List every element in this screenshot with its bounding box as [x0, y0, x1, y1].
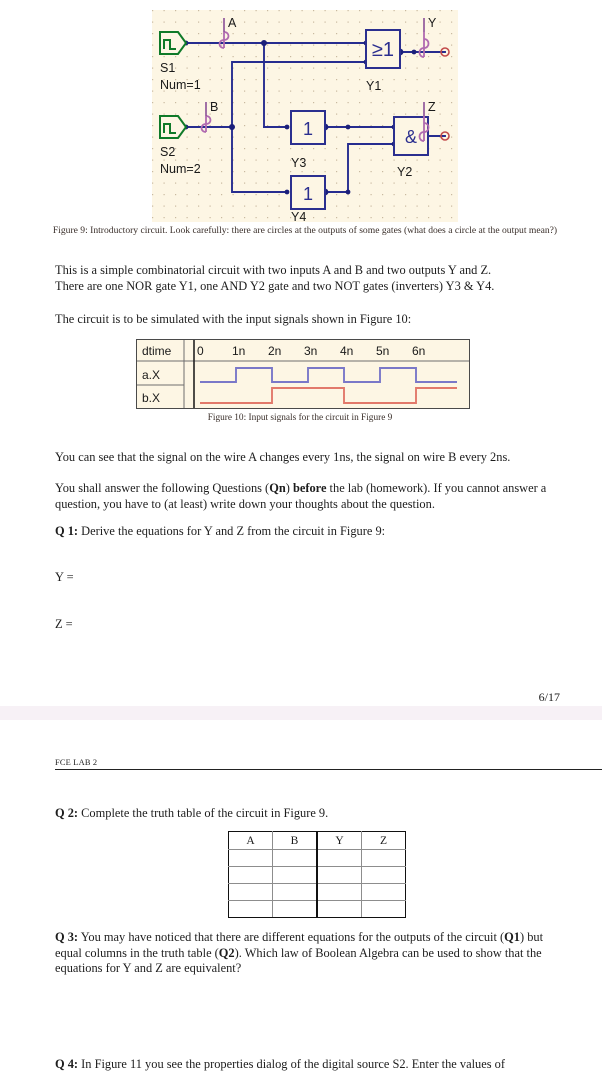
question-4: [55, 1057, 575, 1073]
gate-y4-inverter: [291, 176, 325, 209]
truth-table-header-a: A: [229, 832, 273, 850]
truth-cell-b[interactable]: [273, 850, 318, 867]
truth-cell-z[interactable]: [362, 884, 406, 901]
gate-y2-and: [394, 117, 428, 155]
label-s2-num: Num=2: [160, 162, 201, 176]
q3-ref-q1: Q1: [504, 930, 520, 944]
label-y2: Y2: [397, 165, 413, 179]
answer-line-y: Y =: [55, 570, 74, 584]
figure-9-caption: Figure 9: Introductory circuit. Look carefully: there are circles at the outputs of some gates (what does a circle at the output mean?): [52, 225, 558, 236]
page-number: 6/17: [538, 690, 560, 704]
truth-cell-z[interactable]: [362, 850, 406, 867]
page-break-separator: [0, 706, 602, 720]
truth-cell-y[interactable]: [317, 901, 362, 918]
truth-cell-b[interactable]: [273, 884, 318, 901]
p4-part-c: the lab (homework). If you cannot answer a question, you have to (at least) write down your thoughts about the question.: [55, 481, 547, 511]
q3-tag: Q 3:: [55, 930, 79, 944]
truth-cell-y[interactable]: [317, 850, 362, 867]
truth-cell-b[interactable]: [273, 867, 318, 884]
truth-table-header-b: B: [273, 832, 318, 850]
label-s2-name: S2: [160, 145, 176, 159]
q1-text: Derive the equations for Y and Z from the circuit in Figure 9:: [78, 524, 386, 538]
truth-cell-a[interactable]: [229, 901, 273, 918]
label-s1-num: Num=1: [160, 78, 201, 92]
truth-cell-a[interactable]: [229, 884, 273, 901]
q3-text-b: ) but equal columns in the truth table (: [55, 930, 544, 960]
gate-y1-nor: [366, 30, 400, 68]
question-1: [55, 524, 565, 540]
label-y3: Y3: [291, 156, 307, 170]
p4-part-a: You shall answer the following Questions (: [55, 481, 270, 495]
svg-text:≥1: ≥1: [371, 39, 395, 61]
truth-cell-z[interactable]: [362, 867, 406, 884]
gate-y3-inverter: [291, 111, 325, 144]
table-row: [229, 850, 406, 867]
figure-10-timing-diagram: [136, 339, 470, 409]
truth-cell-z[interactable]: [362, 901, 406, 918]
p1-line-1: This is a simple combinatorial circuit with two inputs A and B and two outputs Y and Z.: [55, 263, 492, 277]
paragraph-homework-instructions: [55, 481, 555, 512]
label-s1-name: S1: [160, 61, 176, 75]
truth-table: [228, 831, 406, 918]
tick-4n: 4n: [340, 344, 354, 358]
answer-line-z: Z =: [55, 617, 73, 631]
truth-cell-y[interactable]: [317, 867, 362, 884]
truth-table-header-y: Y: [317, 832, 362, 850]
svg-text:1: 1: [302, 184, 314, 204]
q3-ref-q2: Q2: [218, 945, 235, 960]
running-header: FCE LAB 2: [55, 758, 602, 770]
label-output-z: Z: [428, 100, 436, 114]
q3-text-c: ). Which law of Boolean Algebra can be used to show that the equations for Y and Z are equivalent?: [55, 945, 542, 976]
q1-tag: Q 1:: [55, 524, 79, 538]
label-output-y: Y: [428, 16, 437, 30]
table-row: [229, 867, 406, 884]
p4-part-b: ): [285, 481, 293, 495]
truth-table-header-z: Z: [362, 832, 406, 850]
p4-qn-bold: Qn: [269, 481, 286, 495]
timing-header-label: dtime: [142, 344, 172, 358]
paragraph-signal-explanation: You can see that the signal on the wire A changes every 1ns, the signal on wire B every 2ns.: [55, 450, 511, 464]
q2-tag: Q 2:: [55, 806, 79, 820]
question-3: [55, 930, 570, 977]
timing-signal-name-a: a.X: [142, 368, 161, 382]
q3-text-a: You may have noticed that there are different equations for the outputs of the circuit (: [78, 930, 505, 944]
truth-cell-b[interactable]: [273, 901, 318, 918]
label-input-b: B: [210, 100, 219, 114]
q2-text: Complete the truth table of the circuit in Figure 9.: [78, 806, 329, 820]
q4-tag: Q 4:: [55, 1057, 79, 1071]
label-y1: Y1: [366, 79, 382, 93]
table-row: [229, 884, 406, 901]
svg-text:1: 1: [302, 119, 314, 139]
paragraph-simulation-intro: The circuit is to be simulated with the input signals shown in Figure 10:: [55, 312, 412, 326]
p4-before-bold: before: [292, 481, 327, 495]
truth-cell-a[interactable]: [229, 850, 273, 867]
q4-text: In Figure 11 you see the properties dialog of the digital source S2. Enter the values of: [78, 1057, 505, 1071]
table-row: [229, 901, 406, 918]
svg-text:&: &: [404, 127, 418, 147]
truth-cell-y[interactable]: [317, 884, 362, 901]
tick-6n: 6n: [412, 344, 426, 358]
tick-5n: 5n: [376, 344, 390, 358]
label-y4: Y4: [291, 210, 307, 222]
tick-1n: 1n: [232, 344, 246, 358]
truth-table-header-row: [229, 832, 406, 850]
tick-0: 0: [197, 344, 204, 358]
figure-10-caption: Figure 10: Input signals for the circuit in Figure 9: [207, 413, 393, 423]
figure-9-circuit-diagram: [152, 10, 458, 222]
label-input-a: A: [228, 16, 237, 30]
question-2: [55, 806, 505, 822]
p1-line-2: There are one NOR gate Y1, one AND Y2 gate and two NOT gates (inverters) Y3 & Y4.: [55, 278, 495, 293]
paragraph-circuit-description: [55, 263, 565, 294]
truth-cell-a[interactable]: [229, 867, 273, 884]
tick-2n: 2n: [268, 344, 282, 358]
timing-signal-name-b: b.X: [142, 391, 161, 405]
tick-3n: 3n: [304, 344, 318, 358]
